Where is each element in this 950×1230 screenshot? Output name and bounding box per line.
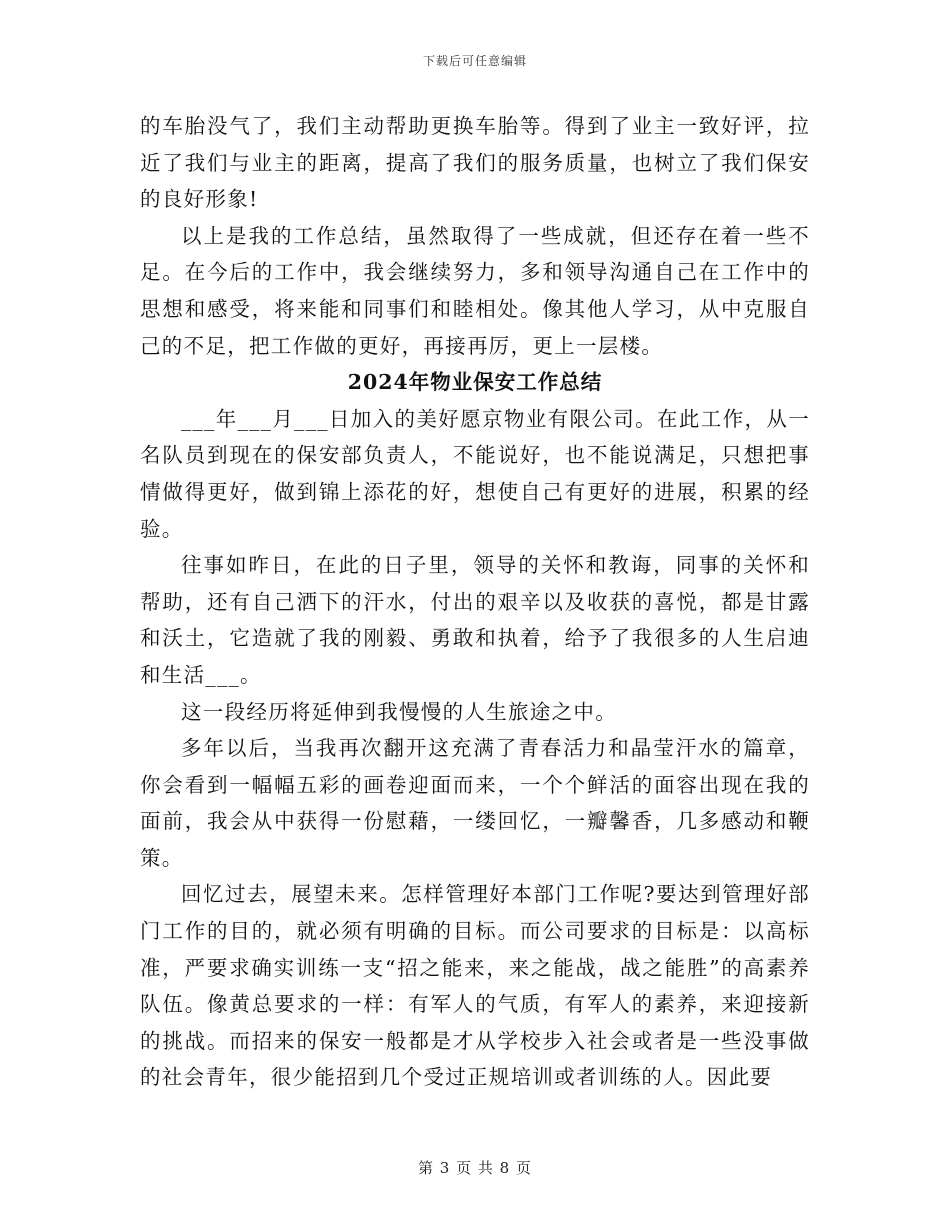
- paragraph-past: 往事如昨日，在此的日子里，领导的关怀和教诲，同事的关怀和帮助，还有自己洒下的汗水，付出的艰辛以及收获的喜悦，都是甘露和沃土，它造就了我的刚毅、勇敢和执着，给予了我很多的人生启迪和生活___。: [140, 553, 810, 687]
- paragraph-summary: 以上是我的工作总结，虽然取得了一些成就，但还存在着一些不足。在今后的工作中，我会继续努力，多和领导沟通自己在工作中的思想和感受，将来能和同事们和睦相处。像其他人学习，从中克服自己的不足，把工作做的更好，再接再厉，更上一层楼。: [140, 223, 810, 358]
- paragraph-experience: 这一段经历将延伸到我慢慢的人生旅途之中。: [181, 699, 617, 724]
- document-body: [140, 108, 810, 1096]
- page-number: 第 3 页 共 8 页: [418, 1159, 532, 1177]
- paragraph-future: 多年以后，当我再次翻开这充满了青春活力和晶莹汗水的篇章，你会看到一幅幅五彩的画卷迎面而来，一个个鲜活的面容出现在我的面前，我会从中获得一份慰藉，一缕回忆，一瓣馨香，几多感动和鞭策。: [140, 736, 810, 870]
- page-header-note: 下载后可任意编辑: [422, 54, 527, 68]
- paragraph-recall: 回忆过去，展望未来。怎样管理好本部门工作呢?要达到管理好部门工作的目的，就必须有明确的目标。而公司要求的目标是：以高标准，严要求确实训练一支“招之能来，来之能战，战之能胜”的高素养队伍。像黄总要求的一样：有军人的气质，有军人的素养，来迎接新的挑战。而招来的保安一般都是才从学校步入社会或者是一些没事做的社会青年，很少能招到几个受过正规培训或者训练的人。因此要: [140, 882, 810, 1090]
- paragraph-join: ___年___月___日加入的美好愿京物业有限公司。在此工作，从一名队员到现在的保安部负责人，不能说好，也不能说满足，只想把事情做得更好，做到锦上添花的好，想使自己有更好的进展，积累的经验。: [140, 406, 810, 541]
- document-title: 2024年物业保安工作总结: [347, 370, 603, 395]
- paragraph-continuation: 的车胎没气了，我们主动帮助更换车胎等。得到了业主一致好评，拉近了我们与业主的距离，提高了我们的服务质量，也树立了我们保安的良好形象!: [140, 114, 810, 212]
